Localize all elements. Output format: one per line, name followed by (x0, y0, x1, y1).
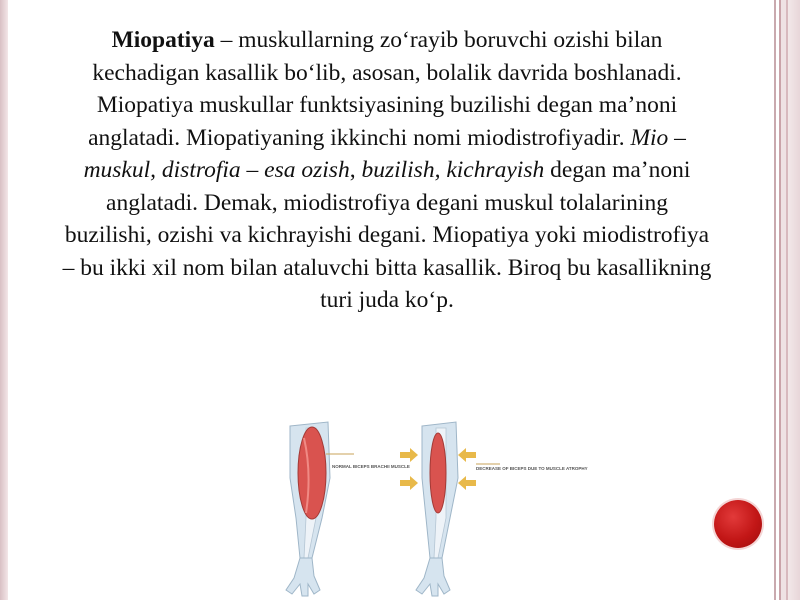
normal-biceps-muscle (298, 427, 326, 519)
italic-definition-2: buzilish, kichrayish (361, 157, 545, 183)
text-comma: , (349, 157, 362, 183)
label-atrophy-biceps: DECREASE OF BICEPS DUE TO MUSCLE ATROPHY (476, 466, 588, 471)
term-miopatiya: Miopatiya (111, 27, 215, 53)
arrow-left-2-icon (400, 476, 418, 490)
arm-muscle-illustration (250, 418, 588, 598)
arrow-right-2-icon (458, 476, 476, 490)
right-border-decoration (770, 0, 800, 600)
left-border-decoration (0, 0, 8, 600)
label-normal-biceps: NORMAL BICEPS BRACHII MUSCLE (332, 464, 410, 469)
normal-arm-drawing (286, 422, 330, 596)
italic-definition-1: Mio – muskul, distrofia – esa ozish (83, 124, 686, 183)
arrow-right-1-icon (458, 448, 476, 462)
red-circle-decoration (714, 500, 762, 548)
text-part-1: – muskullarning zo‘rayib boruvchi ozishi bilan kechadigan kasallik bo‘lib, asosan, bolalik davrida boshlanadi. Miopatiya muskullar funktsiyasining buzilishi degan ma’noni anglatadi. Miopatiyaning ikkinchi nomi miodistrofiyadir. (88, 27, 682, 151)
arrow-left-1-icon (400, 448, 418, 462)
atrophied-biceps-muscle (430, 433, 446, 513)
body-paragraph (62, 24, 712, 317)
text-part-2: degan ma’noni anglatadi. Demak, miodistrofiya degani muskul tolalarining buzilishi, ozishi va kichrayishi degani. Miopatiya yoki miodistrofiya – bu ikki xil nom bilan ataluvchi bitta kasallik. Biroq bu kasallikning turi juda ko‘p. (62, 157, 712, 313)
atrophy-arm-drawing (416, 422, 458, 596)
